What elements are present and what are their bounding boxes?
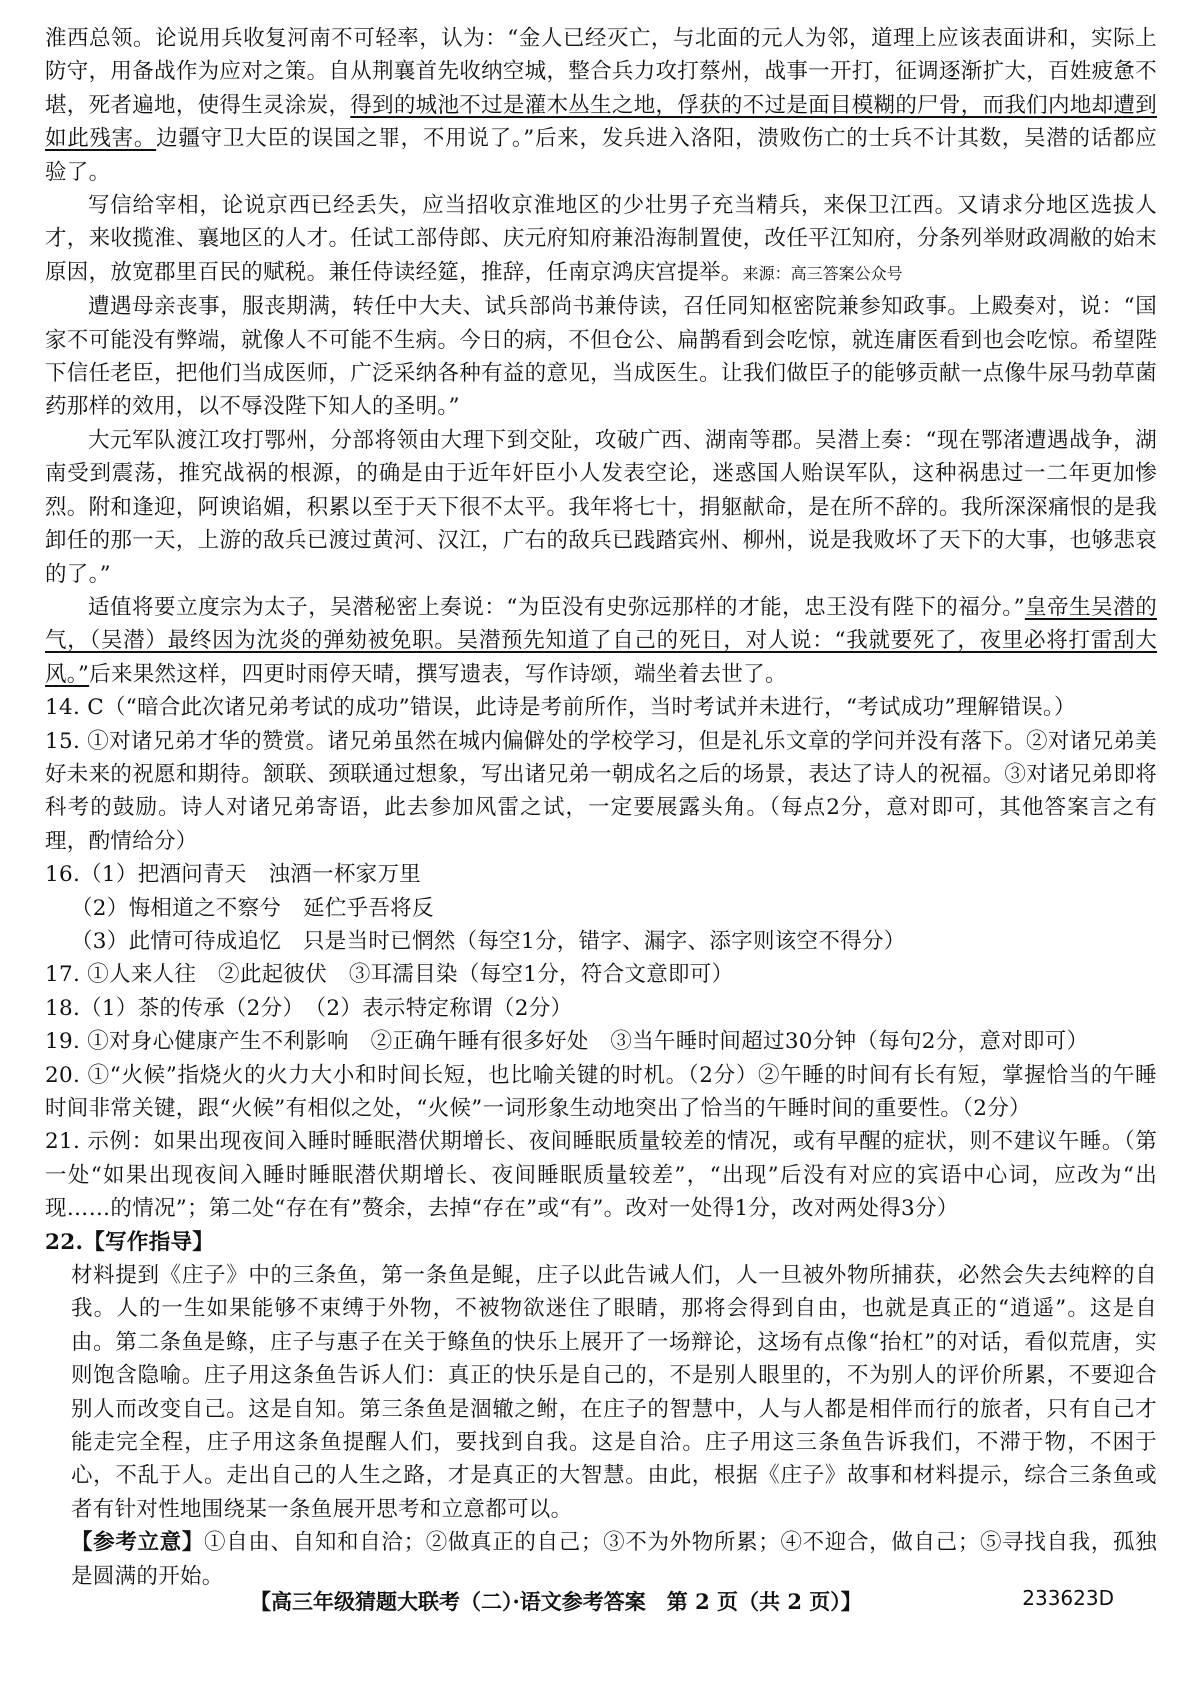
passage-paragraph-2	[45, 189, 1157, 290]
source-watermark: 来源：高三答案公众号	[742, 263, 903, 283]
answer-22-guidance: 材料提到《庄子》中的三条鱼，第一条鱼是鲲，庄子以此告诫人们，人一旦被外物所捕获，必然会失去纯粹的自我。人的一生如果能够不束缚于外物，不被物欲迷住了眼睛，那将会得到自由，也就是真正的“逍遥”。这是自由。第二条鱼是鲦，庄子与惠子在关于鲦鱼的快乐上展开了一场辩论，这场有点像“抬杠”的对话，看似荒唐，实则饱含隐喻。庄子用这条鱼告诉人们：真正的快乐是自己的，不是别人眼里的，不为别人的评价所累，不要迎合别人而改变自己。这是自知。第三条鱼是涸辙之鲋，在庄子的智慧中，人与人都是相伴而行的旅者，只有自己才能走完全程，庄子用这条鱼提醒人们，要找到自我。这是自洽。庄子用这三条鱼告诉我们，不滞于物，不困于心，不乱于人。走出自己的人生之路，才是真正的大智慧。由此，根据《庄子》故事和材料提示，综合三条鱼或者有针对性地围绕某一条鱼展开思考和立意都可以。	[71, 1263, 1157, 1522]
passage-text: 写信给宰相，论说京西已经丢失，应当招收京淮地区的少壮男子充当精兵，来保卫江西。又请求分地区选拔人才，来收揽淮、襄地区的人才。任试工部侍郎、庆元府知府兼沿海制置使，改任平江知府，分条列举财政凋敝的始末原因，放宽郡里百民的赋税。兼任侍读经筵，推辞，任南京鸿庆宫提举。	[45, 193, 1157, 285]
passage-paragraph-3: 遭遇母亲丧事，服丧期满，转任中大夫、试兵部尚书兼侍读，召任同知枢密院兼参知政事。上殿奏对，说：“国家不可能没有弊端，就像人不可能不生病。今日的病，不但仓公、扁鹊看到会吃惊，就连庸医看到也会吃惊。希望陛下信任老臣，把他们当成医师，广泛采纳各种有益的意见，当成医生。让我们做臣子的能够贡献一点像牛尿马勃草菌药那样的效用，以不辱没陛下知人的圣明。”	[45, 294, 1157, 420]
answer-20: 20. ①“火候”指烧火的火力大小和时间长短，也比喻关键的时机。（2分）②午睡的时间有长有短，掌握恰当的午睡时间非常关键，跟“火候”有相似之处，“火候”一词形象生动地突出了恰当的午睡时间的重要性。（2分）	[45, 1062, 1157, 1121]
answer-18: 18.（1）茶的传承（2分） （2）表示特定称谓（2分）	[45, 995, 573, 1021]
answer-17: 17. ①人来人往 ②此起彼伏 ③耳濡目染（每空1分，符合文意即可）	[45, 962, 734, 988]
reference-text: ①自由、自知和自洽；②做真正的自己；③不为外物所累；④不迎合，做自己；⑤寻找自我，孤独是圆满的开始。	[71, 1530, 1157, 1589]
answer-22-heading: 22.【写作指导】	[45, 1229, 215, 1255]
answer-15: 15. ①对诸兄弟才华的赞赏。诸兄弟虽然在城内偏僻处的学校学习，但是礼乐文章的学问并没有落下。②对诸兄弟美好未来的祝愿和期待。颔联、颈联通过想象，写出诸兄弟一朝成名之后的场景，表达了诗人的祝福。③对诸兄弟即将科考的鼓励。诗人对诸兄弟寄语，此去参加风雷之试，一定要展露头角。（每点2分，意对即可，其他答案言之有理，酌情给分）	[45, 728, 1157, 854]
underlined-sentence: 得到的城池不过是灌木丛生之地，俘获的不过是面目模糊的尸骨，而我们内地却遭到如此残害。	[45, 92, 1158, 152]
footer-code: 233623D	[1022, 1586, 1114, 1610]
passage-paragraph-5	[45, 591, 1157, 691]
passage-paragraph-1	[45, 22, 1157, 189]
footer-title: 【高三年级猜题大联考（二）·语文参考答案 第 2 页（共 2 页）】	[250, 1589, 862, 1614]
answer-21: 21. 示例：如果出现夜间入睡时睡眠潜伏期增长、夜间睡眠质量较差的情况，或有早醒的症状，则不建议午睡。（第一处“如果出现夜间入睡时睡眠潜伏期增长、夜间睡眠质量较差”，“出现”后没有对应的宾语中心词，应改为“出现……的情况”；第二处“存在有”赘余，去掉“存在”或“有”。改对一处得1分，改对两处得3分）	[45, 1129, 1157, 1222]
answer-16-3: （3）此情可待成追忆 只是当时已惘然（每空1分，错字、漏字、添字则该空不得分）	[71, 928, 906, 954]
passage-text: 后来果然这样，四更时雨停天晴，撰写遗表，写作诗颂，端坐着去世了。	[89, 661, 787, 687]
page-footer	[0, 1586, 1200, 1626]
passage-text: 淮西总领。论说用兵收复河南不可轻率，认为：“金人已经灭亡，与北面的元人为邻，道理上应该表面讲和，实际上防守，用备战作为应对之策。自从荆襄首先收纳空城，整合兵力攻打蔡州，战事一开打，征调逐渐扩大，百姓疲惫不堪，死者遍地，使得生灵涂炭，	[45, 26, 1157, 118]
answer-14: 14. C（“暗合此次诸兄弟考试的成功”错误，此诗是考前所作，当时考试并未进行，“考试成功”理解错误。）	[45, 695, 1076, 721]
answer-document	[45, 22, 1157, 1593]
answer-19: 19. ①对身心健康产生不利影响 ②正确午睡有很多好处 ③当午睡时间超过30分钟（每句2分，意对即可）	[45, 1029, 1089, 1055]
answer-16-2: （2）悔相道之不察兮 延伫乎吾将反	[71, 895, 434, 921]
passage-text: 边疆守卫大臣的误国之罪，不用说了。”后来，发兵进入洛阳，溃败伤亡的士兵不计其数，吴潜的话都应验了。	[45, 126, 1157, 185]
answer-16: 16.（1）把酒问青天 浊酒一杯家万里	[45, 862, 422, 888]
reference-label: 【参考立意】	[71, 1530, 205, 1556]
underlined-sentence: 皇帝生吴潜的气，（吴潜）最终因为沈炎的弹劾被免职。吴潜预先知道了自己的死日，对人说：“我就要死了，夜里必将打雷刮大风。”	[45, 594, 1157, 687]
passage-paragraph-4: 大元军队渡江攻打鄂州，分部将领由大理下到交阯，攻破广西、湖南等郡。吴潜上奏：“现在鄂渚遭遇战争，湖南受到震荡，推究战祸的根源，的确是由于近年奸臣小人发表空论，迷惑国人贻误军队，这种祸患过一二年更加惨烈。附和逢迎，阿谀谄媚，积累以至于天下很不太平。我年将七十，捐躯献命，是在所不辞的。我所深深痛恨的是我卸任的那一天，上游的敌兵已渡过黄河、汉江，广右的敌兵已践踏宾州、柳州，说是我败坏了天下的大事，也够悲哀的了。”	[45, 427, 1157, 587]
answer-22-reference	[71, 1526, 1157, 1593]
passage-text: 适值将要立度宗为太子，吴潜秘密上奏说：“为臣没有史弥远那样的才能，忠王没有陛下的福分。”	[88, 594, 1025, 620]
